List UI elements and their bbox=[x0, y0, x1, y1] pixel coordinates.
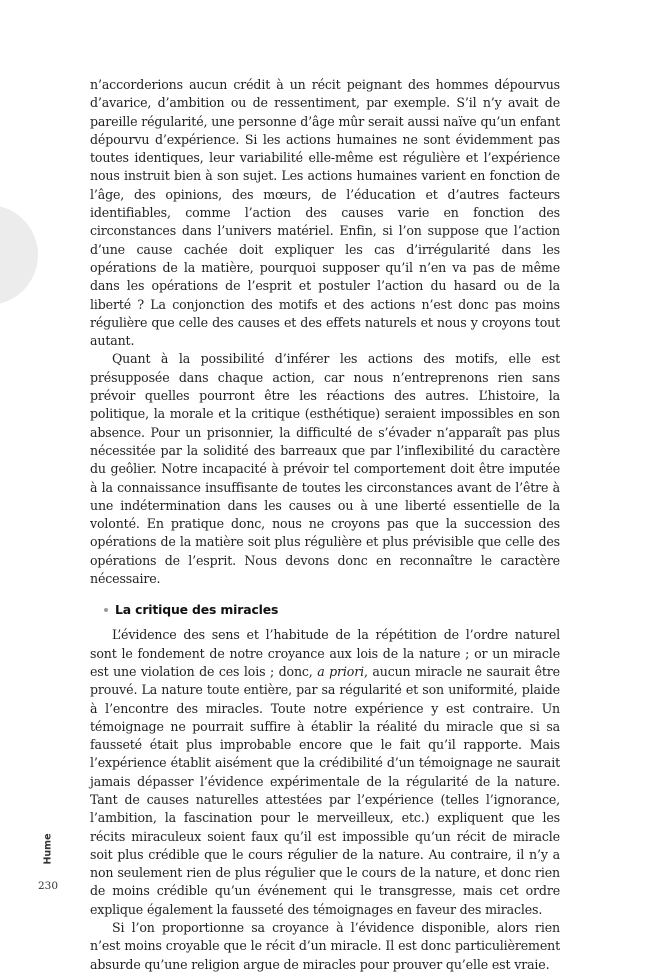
paragraph-inference: Quant à la possibilité d’inférer les actions des motifs, elle est présupposée dans chaque action, car nous n’entreprenons rien sans prévoir quelles pourront être les réactions des autres. L’histoire, la politique, la morale et la critique (esthétique) seraient impossibles en son absence. Pour un prisonnier, la difficulté de s’évader n’apparaît pas plus nécessitée par la solidité des barreaux que par l’inflexibilité du caractère du geôlier. Notre incapacité à prévoir tel comportement doit être imputée à la connaissance insuffisante de toutes les circonstances avant de l’être à une indétermination dans les causes ou à une liberté essentielle de la volonté. En pratique donc, nous ne croyons pas que la succession des opérations de la matière soit plus régulière et plus prévisible que celle des opérations de l’esprit. Nous devons donc en reconnaître le caractère nécessaire. bbox=[90, 351, 560, 587]
running-head bbox=[40, 830, 56, 868]
bullet-icon bbox=[104, 608, 108, 612]
section-heading-text: La critique des miracles bbox=[115, 602, 279, 618]
body-text bbox=[90, 76, 560, 974]
section-heading bbox=[104, 602, 560, 618]
running-head-text: Hume bbox=[42, 833, 54, 865]
emphasis-a-priori: a priori bbox=[317, 663, 364, 679]
paragraph-miracles-evidence: L’évidence des sens et l’habitude de la répétition de l’ordre naturel sont le fondement de notre croyance aux lois de la nature ; or un miracle est une violation de ces lois ; donc, a priori, aucun miracle ne saurait être prouvé. La nature toute entière, par sa régularité et son uniformité, plaide à l’encontre des miracles. Toute notre expérience y est contraire. Un témoignage ne pourrait suffire à établir la réalité du miracle que si sa fausseté était plus improbable encore que le fait qu’il rapporte. Mais l’expérience établit aisément que la crédibilité d’un témoignage ne saurait jamais dépasser l’évidence expérimentale de la régularité de la nature. Tant de causes naturelles attestées par l’expérience (telles l’ignorance, l’ambition, la fascination pour le merveilleux, etc.) expliquent que les récits miraculeux soient faux qu’il est impossible qu’un récit de miracle soit plus crédible que le cours régulier de la nature. Au contraire, il n’y a non seulement rien de plus régulier que le cours de la nature, et donc rien de moins crédible qu’un événement qui le transgresse, mais cet ordre explique également la fausseté des témoignages en faveur des miracles. bbox=[90, 627, 560, 917]
decorative-side-tab bbox=[0, 205, 38, 305]
page-number: 230 bbox=[38, 880, 59, 892]
paragraph-miracles-conclusion: Si l’on proportionne sa croyance à l’évidence disponible, alors rien n’est moins croyable que le récit d’un miracle. Il est donc particulièrement absurde qu’une religion argue de miracles pour prouver qu’elle est vraie. bbox=[90, 920, 560, 972]
paragraph-continuation: n’accorderions aucun crédit à un récit peignant des hommes dépourvus d’avarice, d’ambition ou de ressentiment, par exemple. S’il n’y avait de pareille régularité, une personne d’âge mûr serait aussi naïve qu’un enfant dépourvu d’expérience. Si les actions humaines ne sont évidemment pas toutes identiques, leur variabilité elle-même est régulière et l’expérience nous instruit bien à son sujet. Les actions humaines varient en fonction de l’âge, des opinions, des mœurs, de l’éducation et d’autres facteurs identifiables, comme l’action des causes varie en fonction des circonstances dans l’univers matériel. Enfin, si l’on suppose que l’action d’une cause cachée doit expliquer les cas d’irrégularité dans les opérations de la matière, pourquoi supposer qu’il n’en va pas de même dans les opérations de l’esprit et postuler l’action du hasard ou de la liberté ? La conjonction des motifs et des actions n’est donc pas moins régulière que celle des causes et des effets naturels et nous y croyons tout autant. bbox=[90, 77, 560, 349]
